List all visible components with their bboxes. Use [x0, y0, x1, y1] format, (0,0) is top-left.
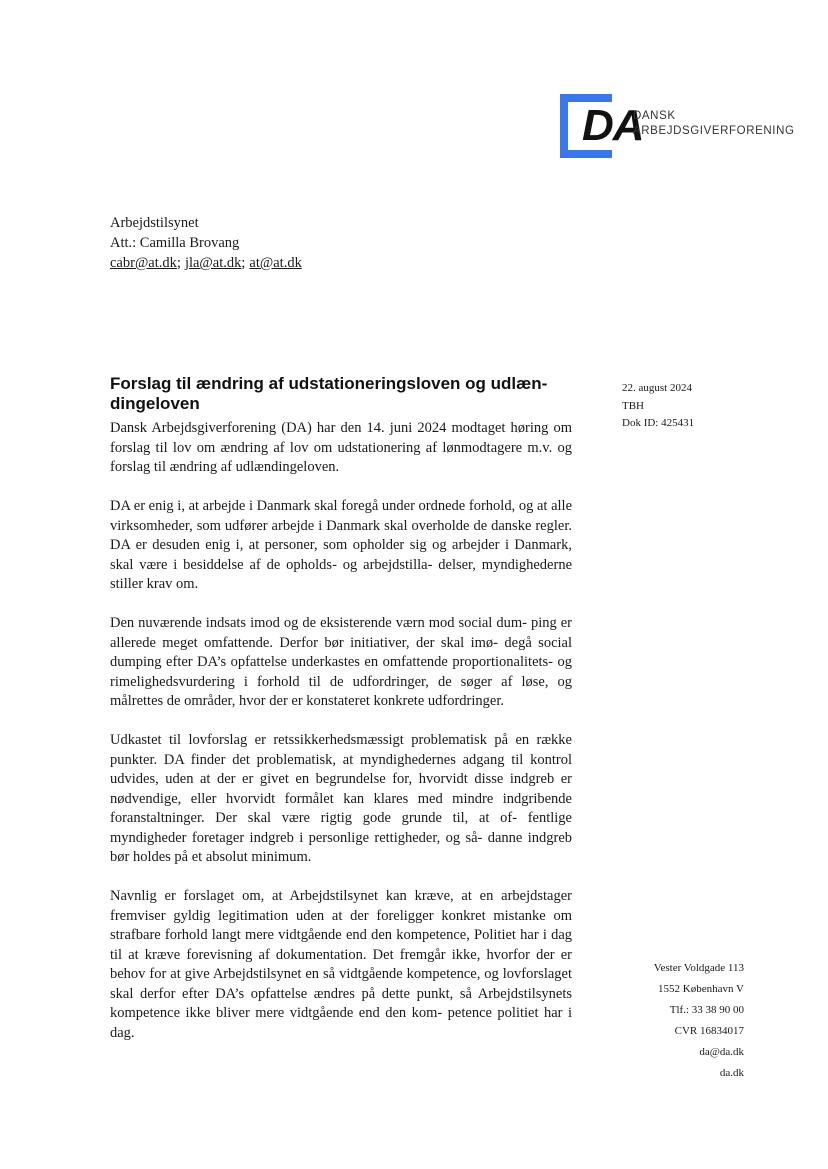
meta-doc-id: Dok ID: 425431 — [622, 417, 695, 429]
recipient-att: Att.: Camilla Brovang — [110, 235, 240, 251]
body-paragraph: Udkastet til lovforslag er retssikkerhedsmæssigt problematisk på en række punkter. DA finder det problematisk, at myndighedernes adgang til kontrol udvides, uden at der er givet en begrundelse for, hvorvidt disse indgreb er nødvendige, eller hvorvidt formålet kan klares med mindre indgribende foranstaltninger. Der skal være rigtig gode grunde til, at of- fentlige myndigheder foretager indgreb i personlige rettigheder, og så- danne indgreb bør holdes på et absolut minimum. — [110, 732, 572, 865]
logo-mark: DA — [582, 101, 644, 150]
logo-name-line1: DANSK — [633, 110, 676, 122]
letter-body — [110, 419, 572, 1063]
contact-city: 1552 København V — [658, 983, 744, 995]
logo-name — [633, 109, 795, 139]
recipient-block — [110, 213, 302, 273]
contact-street: Vester Voldgade 113 — [653, 962, 744, 974]
email-link-cabr[interactable]: cabr@at.dk — [110, 255, 177, 271]
body-paragraph: Den nuværende indsats imod og de eksisterende værn mod social dum- ping er allerede meget omfattende. Derfor bør initiativer, der skal imø- degå social dumping efter DA’s opfattelse underkastes en omfattende proportionalitets- og rimelighedsvurdering i forhold til de udfordringer, de søger af løse, og målrettes de områder, hvor der er konstateret konkrete udfordringer. — [110, 615, 572, 709]
email-link-jla[interactable]: jla@at.dk — [184, 255, 242, 271]
document-title: Forslag til ændring af udstationeringsloven og udlæn- dingeloven — [110, 374, 548, 413]
recipient-org: Arbejdstilsynet — [110, 215, 199, 231]
meta-date: 22. august 2024 — [622, 382, 692, 394]
contact-web: da.dk — [719, 1067, 744, 1079]
email-separator: ; — [241, 255, 246, 271]
meta-initials: TBH — [622, 399, 644, 412]
recipient-emails — [110, 253, 302, 273]
email-link-at[interactable]: at@at.dk — [249, 255, 302, 271]
contact-block — [654, 958, 744, 1084]
email-separator: ; — [176, 255, 181, 271]
body-paragraph: DA er enig i, at arbejde i Danmark skal foregå under ordnede forhold, og at alle virksomheder, som udfører arbejde i Danmark skal overholde de danske regler. DA er desuden enig i, at personer, som opholder sig og arbejder i Danmark, skal være i besiddelse af de opholds- og arbejdstilla- delser, myndighederne stiller krav om. — [110, 498, 572, 592]
da-logo — [560, 94, 795, 164]
document-meta — [622, 380, 694, 433]
contact-cvr: CVR 16834017 — [674, 1025, 744, 1037]
contact-email: da@da.dk — [699, 1046, 744, 1058]
body-paragraph: Dansk Arbejdsgiverforening (DA) har den 14. juni 2024 modtaget høring om forslag til lov om ændring af lov om udstationering af lønmodtagere m.v. og forslag til ændring af udlændingeloven. — [110, 420, 572, 475]
body-paragraph: Navnlig er forslaget om, at Arbejdstilsynet kan kræve, at en arbejdstager fremviser gyldig legitimation uden at der foreligger konkret mistanke om strafbare forhold langt mere vidtgående end den kompetence, Politiet har i dag til at kræve forevisning af dokumentation. Det fremgår ikke, hvorfor der er behov for at give Arbejdstilsynet en så vidtgående kompetence, og lovforslaget skal derfor efter DA’s opfattelse ændres på dette punkt, så Arbejdstilsynets kompetence ikke bliver mere vidtgående end den kom- petence politiet har i dag. — [110, 888, 572, 1041]
contact-phone: Tlf.: 33 38 90 00 — [669, 1004, 744, 1016]
logo-name-line2: ARBEJDSGIVERFORENING — [633, 125, 795, 137]
